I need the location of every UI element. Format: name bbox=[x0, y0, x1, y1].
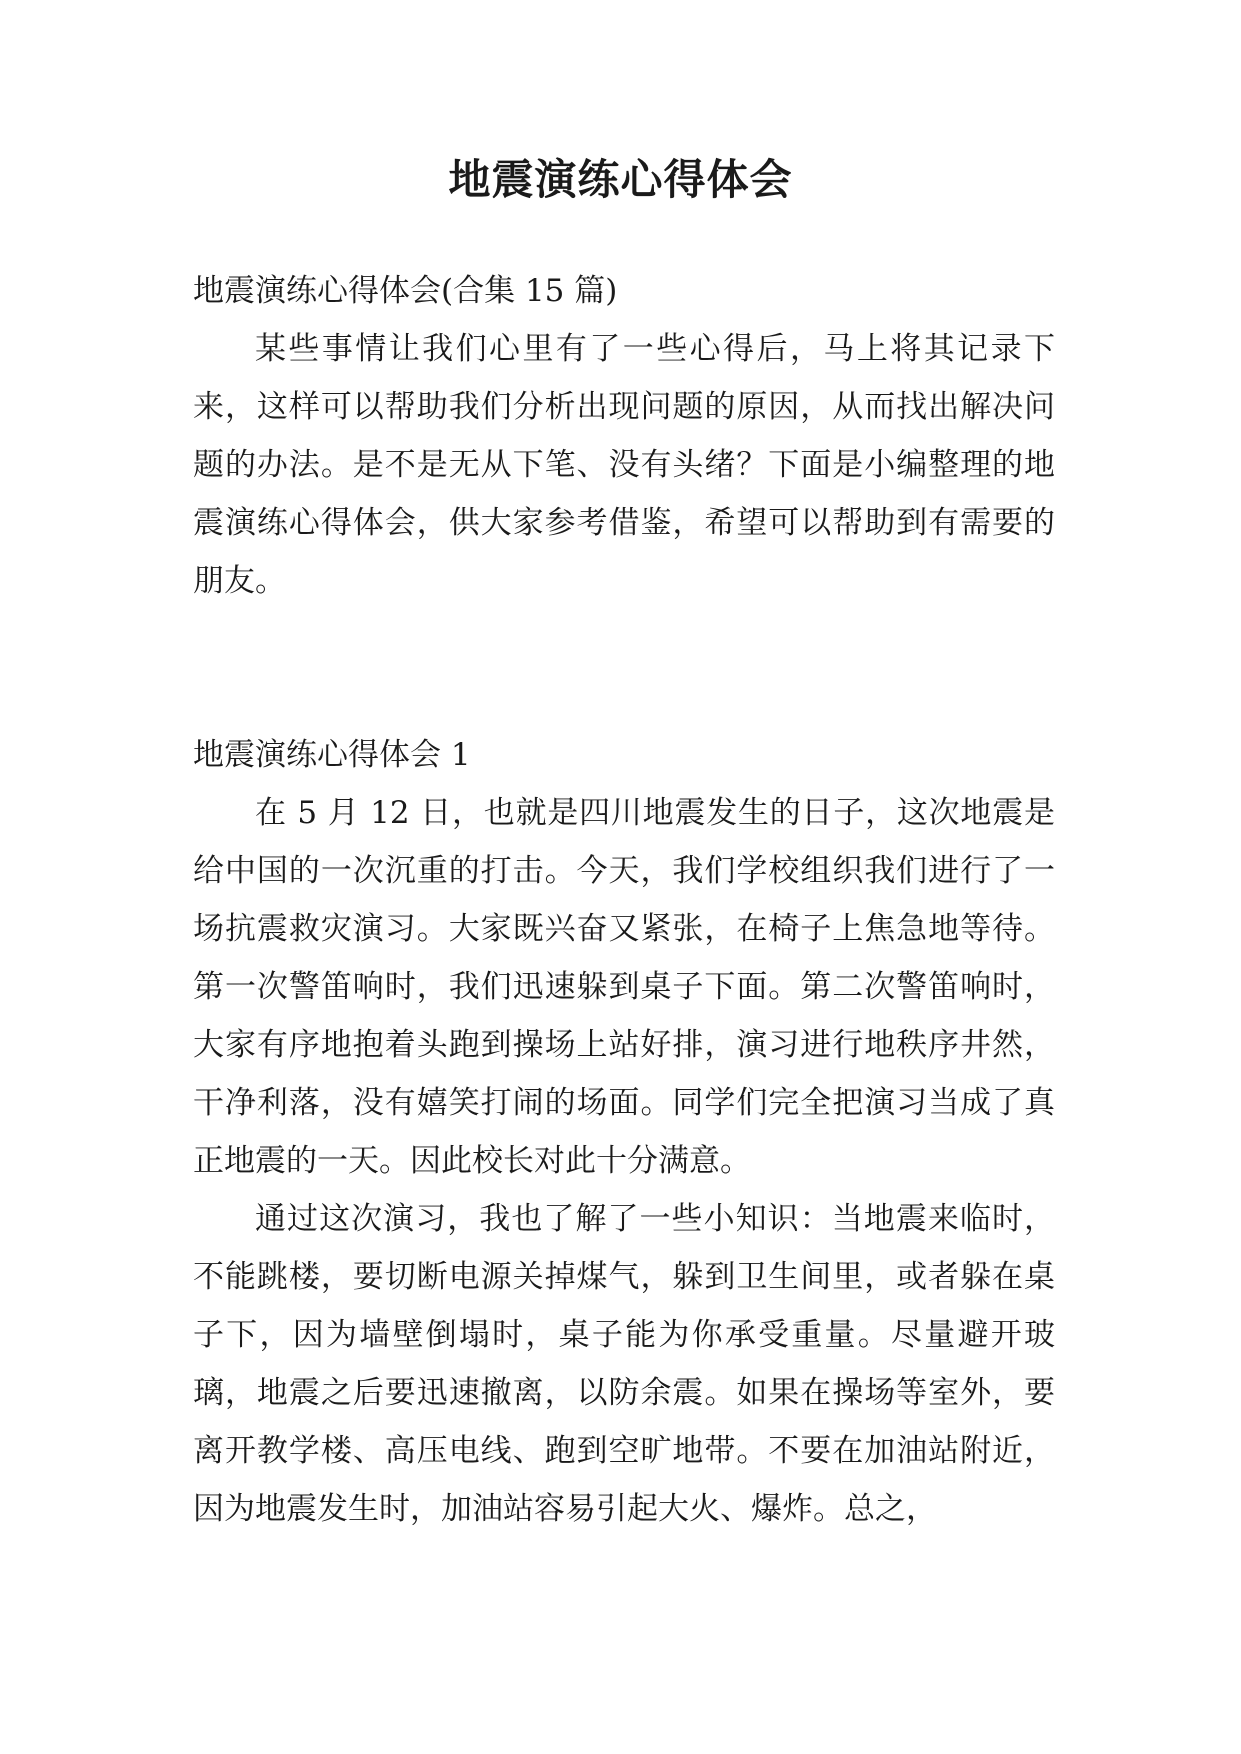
intro-paragraph: 某些事情让我们心里有了一些心得后，马上将其记录下来，这样可以帮助我们分析出现问题的原因，从而找出解决问题的办法。是不是无从下笔、没有头绪？下面是小编整理的地震演练心得体会，供大家参考借鉴，希望可以帮助到有需要的朋友。 bbox=[193, 331, 1055, 599]
section-heading: 地震演练心得体会 1 bbox=[193, 737, 471, 773]
document-body bbox=[193, 262, 1055, 1538]
body-paragraph: 通过这次演习，我也了解了一些小知识：当地震来临时，不能跳楼，要切断电源关掉煤气，躲到卫生间里，或者躲在桌子下，因为墙壁倒塌时，桌子能为你承受重量。尽量避开玻璃，地震之后要迅速撤离，以防余震。如果在操场等室外，要离开教学楼、高压电线、跑到空旷地带。不要在加油站附近，因为地震发生时，加油站容易引起大火、爆炸。总之， bbox=[193, 1201, 1055, 1527]
collection-subtitle: 地震演练心得体会(合集 15 篇) bbox=[193, 273, 618, 309]
document-title: 地震演练心得体会 bbox=[448, 155, 793, 204]
section-spacer bbox=[193, 610, 1055, 726]
body-paragraph: 在 5 月 12 日，也就是四川地震发生的日子，这次地震是给中国的一次沉重的打击。今天，我们学校组织我们进行了一场抗震救灾演习。大家既兴奋又紧张，在椅子上焦急地等待。第一次警笛响时，我们迅速躲到桌子下面。第二次警笛响时，大家有序地抱着头跑到操场上站好排，演习进行地秩序井然，干净利落，没有嬉笑打闹的场面。同学们完全把演习当成了真正地震的一天。因此校长对此十分满意。 bbox=[193, 795, 1055, 1179]
